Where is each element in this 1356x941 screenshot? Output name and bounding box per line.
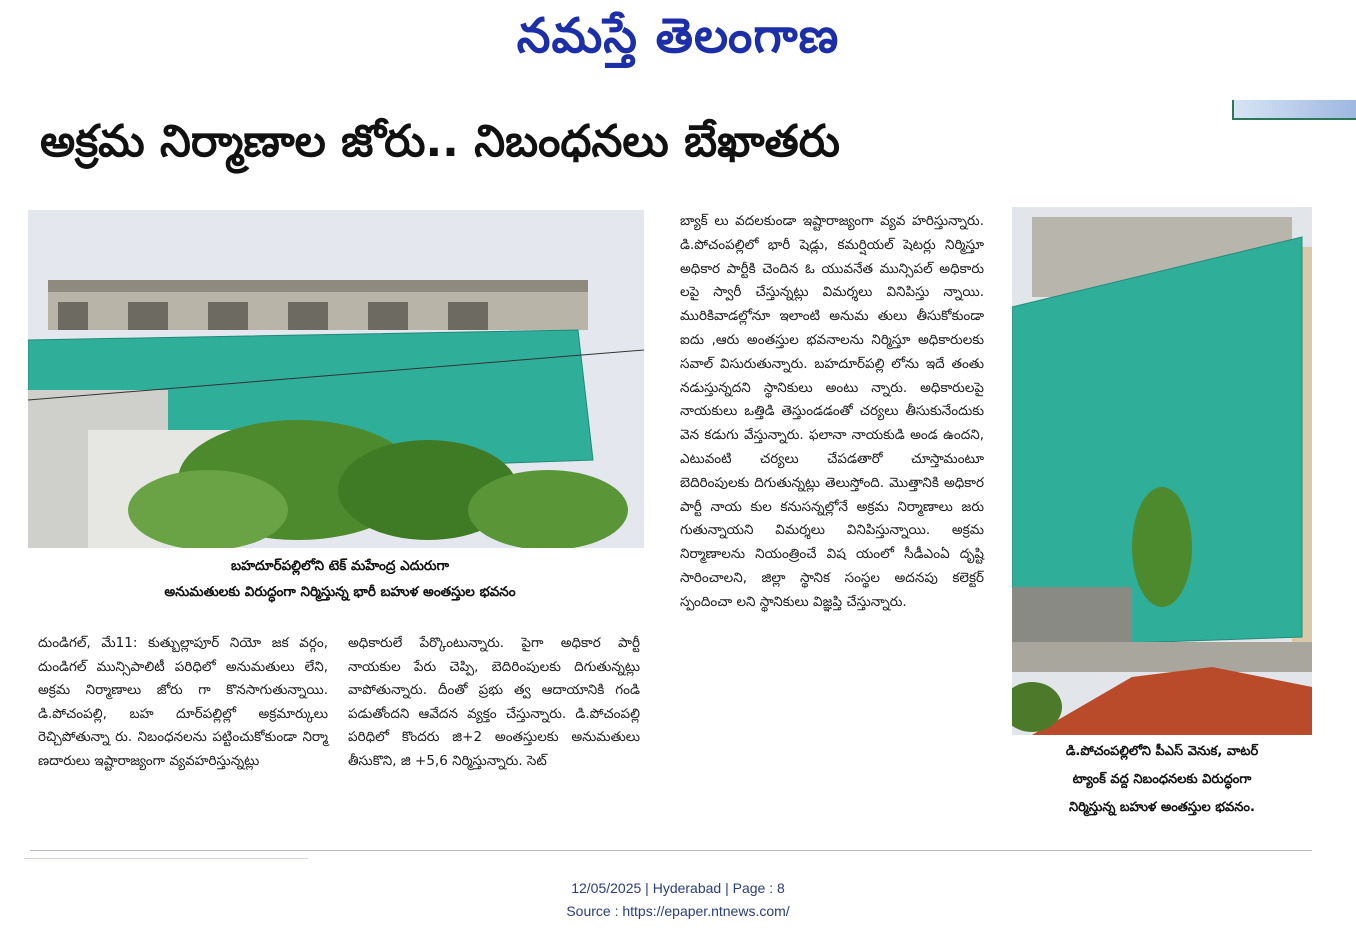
photo-building-pochampally (1012, 207, 1312, 735)
masthead (0, 8, 1356, 76)
photo-building-bahadurpally-illustration (28, 210, 644, 548)
article-column-2 (348, 632, 640, 774)
footer-source-line: Source : https://epaper.ntnews.com/ (566, 903, 790, 919)
photo-building-pochampally-illustration (1012, 207, 1312, 735)
masthead-title: నమస్తే తెలంగాణ (516, 8, 840, 64)
article-column-1 (38, 632, 328, 774)
article-column-2-text: అధికారులే పేర్కొంటున్నారు. పైగా అధికార పార్టీ నాయకుల పేరు చెప్పి, బెదిరింపులకు దిగుతున్నట్లు వాపోతున్నారు. దీంతో ప్రభు త్వ ఆదాయానికి గండి పడుతోందని ఆవేదన వ్యక్తం చేస్తున్నారు. డి.పోచంపల్లి పరిధిలో కొందరు జి+2 అంతస్తులకు అనుమతులు తీసుకొని, జి +5,6 నిర్మిస్తున్నారు. సెట్ (348, 635, 640, 769)
photo2-caption-line3: నిర్మిస్తున్న బహుళ అంతస్తుల భవనం. (1069, 800, 1255, 815)
photo1-caption-line2: అనుమతులకు విరుద్ధంగా నిర్మిస్తున్న భారీ బహుళ అంతస్తుల భవనం (164, 584, 516, 600)
article-headline: అక్రమ నిర్మాణాల జోరు.. నిబంధనలు బేఖాతరు (40, 116, 841, 167)
photo1-caption-line1: బహదూర్‌పల్లిలోని టెక్ మహేంద్ర ఎదురుగా (230, 558, 450, 574)
photo2-caption-line1: డి.పోచంపల్లిలోని పీఎస్ వెనుక, వాటర్ (1065, 744, 1259, 759)
page-divider (30, 850, 1312, 851)
article-column-1-text: దుండిగల్, మే11: కుత్బుల్లాపూర్ నియో జక వర్గం, దుండిగల్ మున్సిపాలిటీ పరిధిలో అనుమతులు లేని, అక్రమ నిర్మాణాలు జోరు గా కొనసాగుతున్నాయి. డి.పోచంపల్లి, బహ దూర్‌పల్లిల్లో అక్రమార్కులు రెచ్చిపోతున్నా రు. నిబంధనలను పట్టించుకోకుండా నిర్మా ణదారులు ఇష్టారాజ్యంగా వ్యవహరిస్తున్నట్లు (38, 635, 328, 769)
footer-date-line: 12/05/2025 | Hyderabad | Page : 8 (571, 880, 785, 896)
corner-image-fragment (1232, 100, 1356, 120)
photo2-caption-line2: ట్యాంక్ వద్ద నిబంధనలకు విరుద్ధంగా (1072, 772, 1252, 787)
photo2-caption (1012, 738, 1312, 822)
short-divider (24, 858, 308, 859)
article-column-3-text: బ్యాక్ లు వదలకుండా ఇష్టారాజ్యంగా వ్యవ హరిస్తున్నారు. డి.పోచంపల్లిలో భారీ షెడ్లు, కమర్షియల్ షెటర్లు నిర్మిస్తూ అధికార పార్టీకి చెందిన ఓ యువనేత మున్సిపల్ అధికారు లపై స్వారీ చేస్తున్నట్లు విమర్శలు వినిపిస్తు న్నాయి. మురికివాడల్లోనూ ఇలాంటి అనుమ తులు తీసుకోకుండా ఐదు ,ఆరు అంతస్తుల భవనాలను నిర్మిస్తూ అధికారులకు సవాల్ విసురుతున్నారు. బహదూర్‌పల్లి లోను ఇదే తంతు నడుస్తున్నదని స్థానికులు అంటు న్నారు. అధికారులపై నాయకులు ఒత్తిడి తెస్తుండడంతో చర్యలు తీసుకునేందుకు వెన కడుగు వేస్తున్నారు. ఫలానా నాయకుడి అండ ఉందని, ఎటువంటి చర్యలు చేపడతారో చూస్తామంటూ బెదిరింపులకు దిగుతున్నట్లు తెలుస్తోంది. మొత్తానికి అధికార పార్టీ నాయ కుల కనుసన్నల్లోనే అక్రమ నిర్మాణాలు జరు గుతున్నాయని విమర్శలు వినిపిస్తున్నాయి. అక్రమ నిర్మాణాలను నియంత్రించే విష యంలో సీడీఎంఏ దృష్టి సారించాలని, జిల్లా స్థానిక సంస్థల అదనపు కలెక్టర్ స్పందించా లని స్థానికులు విజ్ఞప్తి చేస్తున్నారు. (680, 213, 984, 610)
photo1-caption (60, 553, 620, 605)
article-column-3 (680, 210, 984, 615)
photo-building-bahadurpally (28, 210, 644, 548)
